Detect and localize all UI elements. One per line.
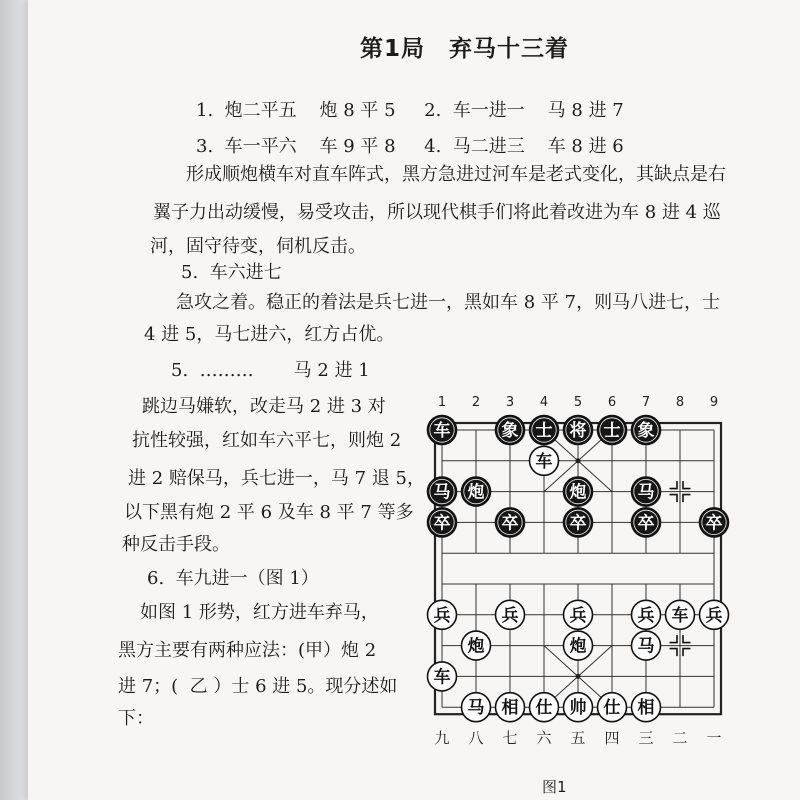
piece-label: 象: [501, 421, 519, 441]
red-piece: [530, 446, 559, 475]
piece-label: 炮: [467, 482, 485, 503]
piece-label: 卒: [705, 513, 723, 534]
file-number-label: 9: [709, 395, 719, 410]
black-piece: [564, 477, 593, 506]
piece-label: 仕: [603, 698, 621, 719]
piece-label: 马: [637, 636, 655, 657]
piece-label: 炮: [467, 636, 485, 657]
red-piece: [462, 631, 491, 660]
move-line-2: 3. 车一平六 车 9 平 8 4. 马二进三 车 8 进 6: [196, 136, 624, 157]
piece-label: 将: [569, 421, 587, 441]
red-piece: [530, 693, 559, 722]
red-piece: [496, 600, 525, 629]
piece-label: 相: [637, 698, 655, 719]
piece-label: 卒: [569, 513, 587, 534]
paragraph-line: 抗性较强，红如车六平七，则炮 2: [132, 430, 402, 451]
piece-label: 马: [467, 698, 485, 719]
piece-label: 炮: [569, 482, 587, 503]
piece-label: 车: [535, 451, 553, 472]
red-piece: [666, 600, 695, 629]
black-piece: [632, 477, 661, 506]
palace-center-dot: [576, 674, 581, 679]
book-spine: [0, 0, 28, 800]
black-piece: [496, 508, 525, 537]
marker-corner: [683, 481, 691, 489]
piece-label: 马: [433, 482, 451, 503]
piece-label: 相: [501, 698, 519, 719]
black-piece: [700, 508, 729, 537]
piece-label: 马: [637, 482, 655, 503]
piece-label: 车: [433, 667, 451, 688]
piece-label: 卒: [501, 513, 519, 534]
piece-label: 帅: [569, 698, 587, 719]
piece-label: 兵: [433, 605, 451, 626]
file-chinese-label: 一: [706, 729, 722, 748]
marker-corner: [670, 649, 678, 657]
file-number-label: 2: [471, 395, 481, 410]
black-piece: [428, 508, 457, 537]
black-piece: [530, 416, 559, 445]
red-piece: [428, 600, 457, 629]
paragraph-line: 4 进 5，马七进六，红方占优。: [144, 324, 395, 345]
black-piece: [428, 416, 457, 445]
black-piece: [632, 416, 661, 445]
file-chinese-label: 六: [536, 729, 552, 748]
black-piece: [564, 416, 593, 445]
piece-label: 兵: [501, 605, 519, 626]
marker-corner: [683, 649, 691, 657]
move-line-3: 5. 车六进七: [181, 262, 282, 283]
piece-label: 车: [671, 605, 689, 626]
paragraph-line: 下：: [118, 708, 154, 729]
black-piece: [496, 416, 525, 445]
red-piece: [564, 600, 593, 629]
palace-center-dot: [576, 458, 581, 463]
file-chinese-label: 五: [570, 729, 586, 748]
file-chinese-label: 七: [502, 729, 518, 748]
piece-label: 兵: [569, 605, 587, 626]
red-piece: [632, 600, 661, 629]
red-piece: [496, 693, 525, 722]
marker-corner: [683, 495, 691, 503]
paragraph-line: 进 2 赔保马，兵七进一，马 7 退 5，: [128, 468, 425, 489]
move-line-4: 5. ……… 马 2 进 1: [171, 360, 370, 381]
paragraph-line: 形成顺炮横车对直车阵式，黑方急进过河车是老式变化，其缺点是右: [186, 164, 726, 185]
piece-label: 炮: [569, 636, 587, 657]
file-number-label: 3: [505, 395, 515, 410]
xiangqi-board-diagram: [400, 385, 750, 770]
file-number-label: 5: [573, 395, 583, 410]
paragraph-line: 如图 1 形势，红方进车弃马，: [140, 602, 379, 623]
marker-corner: [670, 635, 678, 643]
chapter-title: 第1局 弃马十三着: [360, 36, 570, 62]
paragraph-line: 翼子力出动缓慢，易受攻击，所以现代棋手们将此着改进为车 8 进 4 巡: [153, 202, 721, 223]
black-piece: [462, 477, 491, 506]
red-piece: [632, 631, 661, 660]
black-piece: [564, 508, 593, 537]
paragraph-line: 黑方主要有两种应法：(甲）炮 2: [118, 640, 377, 661]
piece-label: 仕: [535, 698, 553, 719]
paragraph-line: 种反击手段。: [122, 534, 230, 555]
red-piece: [598, 693, 627, 722]
paragraph-line: 跳边马嫌软，改走马 2 进 3 对: [142, 396, 386, 417]
move-line-1: 1. 炮二平五 炮 8 平 5 2. 车一进一 马 8 进 7: [196, 100, 624, 121]
file-number-label: 4: [539, 395, 549, 410]
marker-corner: [683, 635, 691, 643]
piece-label: 卒: [433, 513, 451, 534]
paragraph-line: 进 7；( 乙 ）士 6 进 5。现分述如: [118, 676, 398, 697]
black-piece: [598, 416, 627, 445]
red-piece: [700, 600, 729, 629]
piece-label: 士: [535, 421, 553, 441]
red-piece: [564, 693, 593, 722]
red-piece: [428, 662, 457, 691]
piece-label: 车: [433, 421, 451, 441]
paragraph-line: 河，固守待变，伺机反击。: [150, 236, 366, 257]
black-piece: [428, 477, 457, 506]
piece-label: 卒: [637, 513, 655, 534]
file-chinese-label: 三: [638, 729, 654, 748]
red-piece: [632, 693, 661, 722]
piece-label: 士: [603, 421, 621, 441]
paragraph-line: 急攻之着。稳正的着法是兵七进一，黑如车 8 平 7，则马八进七，士: [176, 292, 721, 313]
piece-label: 兵: [637, 605, 655, 626]
file-chinese-label: 四: [604, 729, 620, 748]
black-piece: [632, 508, 661, 537]
marker-corner: [670, 481, 678, 489]
paragraph-line: 以下黑有炮 2 平 6 及车 8 平 7 等多: [124, 502, 414, 523]
file-chinese-label: 九: [434, 729, 450, 748]
file-number-label: 7: [641, 395, 651, 410]
red-piece: [564, 631, 593, 660]
marker-corner: [670, 495, 678, 503]
file-chinese-label: 二: [672, 729, 688, 748]
board-grid: [435, 423, 721, 714]
piece-label: 兵: [705, 605, 723, 626]
red-piece: [462, 693, 491, 722]
file-number-label: 6: [607, 395, 617, 410]
move-line-5: 6. 车九进一（图 1）: [147, 568, 319, 589]
figure-caption: 图1: [542, 778, 567, 796]
file-chinese-label: 八: [468, 729, 484, 748]
file-number-label: 1: [437, 395, 447, 410]
piece-label: 象: [637, 421, 655, 441]
file-number-label: 8: [675, 395, 685, 410]
